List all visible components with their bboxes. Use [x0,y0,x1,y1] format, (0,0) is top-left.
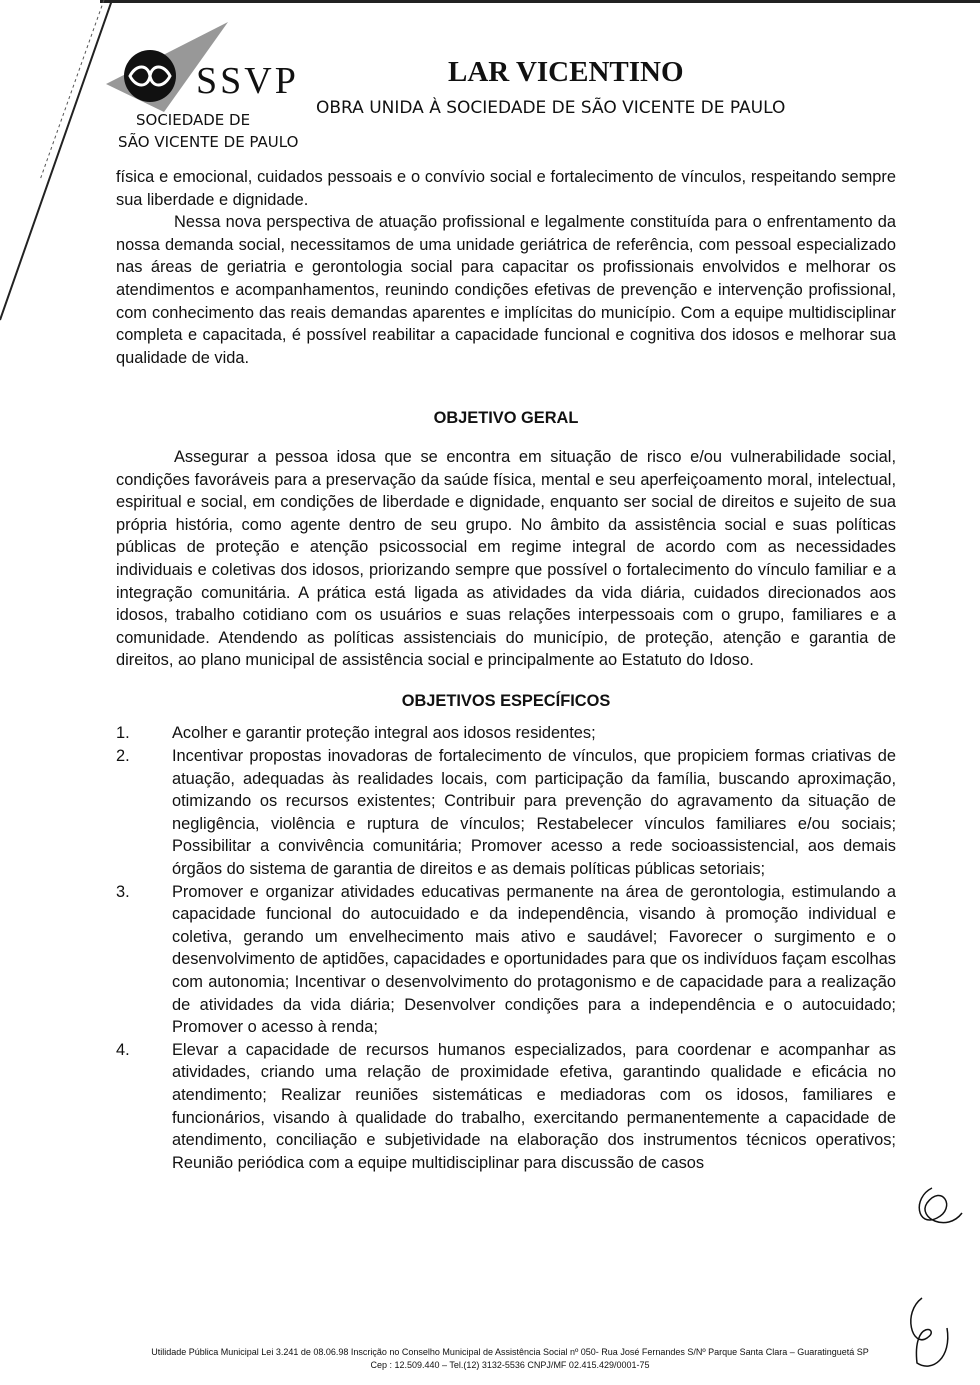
org-name-line2: SÃO VICENTE DE PAULO [118,133,299,151]
top-border-line [100,0,980,3]
document-subtitle: OBRA UNIDA À SOCIEDADE DE SÃO VICENTE DE PAULO [316,98,786,118]
handwritten-signature [892,1178,972,1378]
intro-paragraph-1: física e emocional, cuidados pessoais e o convívio social e fortalecimento de vínculos, respeitando sempre sua liberdade e dignidade. [116,168,896,209]
intro-paragraph-2: Nessa nova perspectiva de atuação profissional e legalmente constituída para o enfrentamento da nossa demanda social, necessitamos de uma unidade geriátrica de referência, com pessoal especializado nas áreas de geriatria e gerontologia social para capacitar os profissionais envolvidos e melhorar os atendimentos e acompanhamentos, reunindo condições efetivas de prevenção e intervenção profissional, com conhecimento das reais demandas aparentes e implícitas do município. Com a equipe multidisciplinar completa e capacitada, é possível reabilitar a capacidade funcional e cognitiva dos idosos e melhorar sua qualidade de vida. [116,213,896,367]
list-item [116,722,896,745]
list-item-text: Elevar a capacidade de recursos humanos especializados, para coordenar e acompanhar as atividades, criando uma relação de proximidade efetiva, garantindo qualidade e eficácia no atendimento; Realizar reuniões sistemáticas e mediadoras com os idosos, familiares e funcionários, visando à qualidade do trabalho, exercitando permanentemente a capacidade de atendimento, conciliação e subjetividade na elaboração dos instrumentos técnicos operativos; Reunião periódica com a equipe multidisciplinar para discussão de casos [172,1040,896,1172]
objetivos-list [116,722,896,1174]
list-item-text: Acolher e garantir proteção integral aos idosos residentes; [172,724,596,743]
objetivo-geral-text: Assegurar a pessoa idosa que se encontra em situação de risco e/ou vulnerabilidade social, condições favoráveis para a preservação da saúde física, mental e seu aperfeiçoamento moral, intelectual, espiritual e social, em condições de liberdade e dignidade, enquanto ser social de direitos e sujeito de sua própria história, como agente dentro de seu grupo. No âmbito da assistência social e suas políticas públicas de proteção e atenção psicossocial em regime integral de acordo com as necessidades individuais e coletivas dos idosos, priorizando sempre que possível o fortalecimento do vínculo familiar e a integração comunitária. A prática está ligada as atividades da vida diária, cuidados direcionados aos idosos, trabalho cotidiano com os usuários e suas relações interpessoais com o grupo, familiares e a comunidade. Atendendo as políticas assistenciais do município, de proteção, atenção e garantia de direitos, ao plano municipal de assistência social e principalmente ao Estatuto do Idoso. [116,447,896,670]
footer-line-1: Utilidade Pública Municipal Lei 3.241 de 08.06.98 Inscrição no Conselho Municipal de Assistência Social nº 050- Rua José Fernandes S/Nº Parque Santa Clara – Guaratinguetá SP [151,1347,869,1357]
org-name-line1: SOCIEDADE DE [136,111,251,129]
list-item-number: 3. [116,882,130,901]
logo-text: SSVP [196,60,299,102]
list-item [116,881,896,1039]
list-item-text: Promover e organizar atividades educativas permanente na área de gerontologia, estimulando a capacidade funcional do autocuidado e da independência, visando à promoção individual e coletiva, gerando um envelhecimento mais ativo e saudável; Favorecer o surgimento e o desenvolvimento de aptidões, capacidades e oportunidades para que os indivíduos façam escolhas com autonomia; Incentivar o desenvolvimento do protagonismo e de capacidade para a realização de atividades da vida diária; Desenvolver condições para a independência e o autocuidado; Promover o acesso à renda; [172,882,896,1037]
objetivos-especificos-heading: OBJETIVOS ESPECÍFICOS [401,691,611,710]
objetivo-geral-heading: OBJETIVO GERAL [433,409,579,428]
document-body [116,166,896,1174]
list-item-number: 2. [116,747,130,766]
list-item-number: 1. [116,724,130,743]
list-item-text: Incentivar propostas inovadoras de fortalecimento de vínculos, que propiciem formas criativas de atuação, adequadas às realidades locais, com participação da família, buscando aproximação, otimizando os recursos existentes; Contribuir para prevenção do agravamento da situação de negligência, violência e ruptura de vínculos; Restabelecer vínculos familiares e/ou sociais; Possibilitar a convivência comunitária; Promover acesso a rede socioassistencial, aos demais órgãos do sistema de garantia de direitos e as demais políticas públicas setoriais; [172,747,896,879]
list-item [116,745,896,881]
page-footer [116,1346,904,1372]
footer-line-2: Cep : 12.509.440 – Tel.(12) 3132-5536 CNPJ/MF 02.415.429/0001-75 [370,1360,650,1370]
list-item [116,1039,896,1175]
document-title: LAR VICENTINO [448,56,684,88]
list-item-number: 4. [116,1040,130,1059]
